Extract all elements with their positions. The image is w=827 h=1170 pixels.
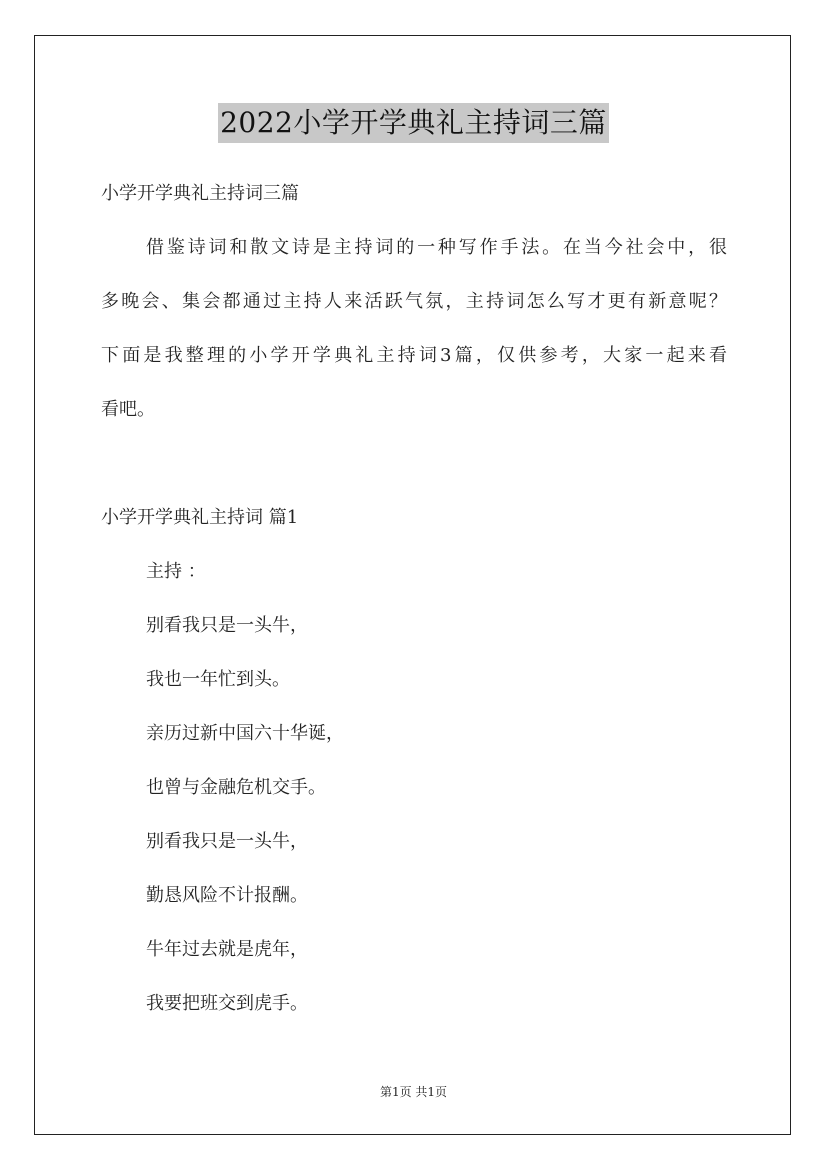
intro-line-3: 下面是我整理的小学开学典礼主持词3篇，仅供参考，大家一起来看 — [101, 345, 727, 366]
verse-line-5: 别看我只是一头牛， — [146, 831, 308, 852]
verse-line-1: 别看我只是一头牛， — [146, 615, 308, 636]
page-footer: 第1页 共1页 — [379, 1085, 448, 1099]
speaker-label: 主持 ： — [146, 561, 206, 582]
intro-line-1: 借鉴诗词和散文诗是主持词的一种写作手法。在当今社会中，很 — [146, 237, 727, 258]
verse-line-3: 亲历过新中国六十华诞， — [146, 723, 344, 744]
verse-line-8: 我要把班交到虎手。 — [146, 993, 308, 1014]
verse-line-2: 我也一年忙到头。 — [146, 669, 290, 690]
verse-line-6: 勤恳风险不计报酬。 — [146, 885, 308, 906]
title-container — [0, 103, 827, 143]
intro-line-2: 多晚会、集会都通过主持人来活跃气氛，主持词怎么写才更有新意呢？ — [101, 291, 727, 312]
document-title: 2022小学开学典礼主持词三篇 — [218, 103, 609, 143]
verse-line-4: 也曾与金融危机交手。 — [146, 777, 326, 798]
section-heading: 小学开学典礼主持词 篇1 — [101, 507, 299, 528]
verse-line-7: 牛年过去就是虎年， — [146, 939, 308, 960]
intro-line-4: 看吧。 — [101, 399, 155, 420]
document-subtitle: 小学开学典礼主持词三篇 — [101, 183, 299, 204]
